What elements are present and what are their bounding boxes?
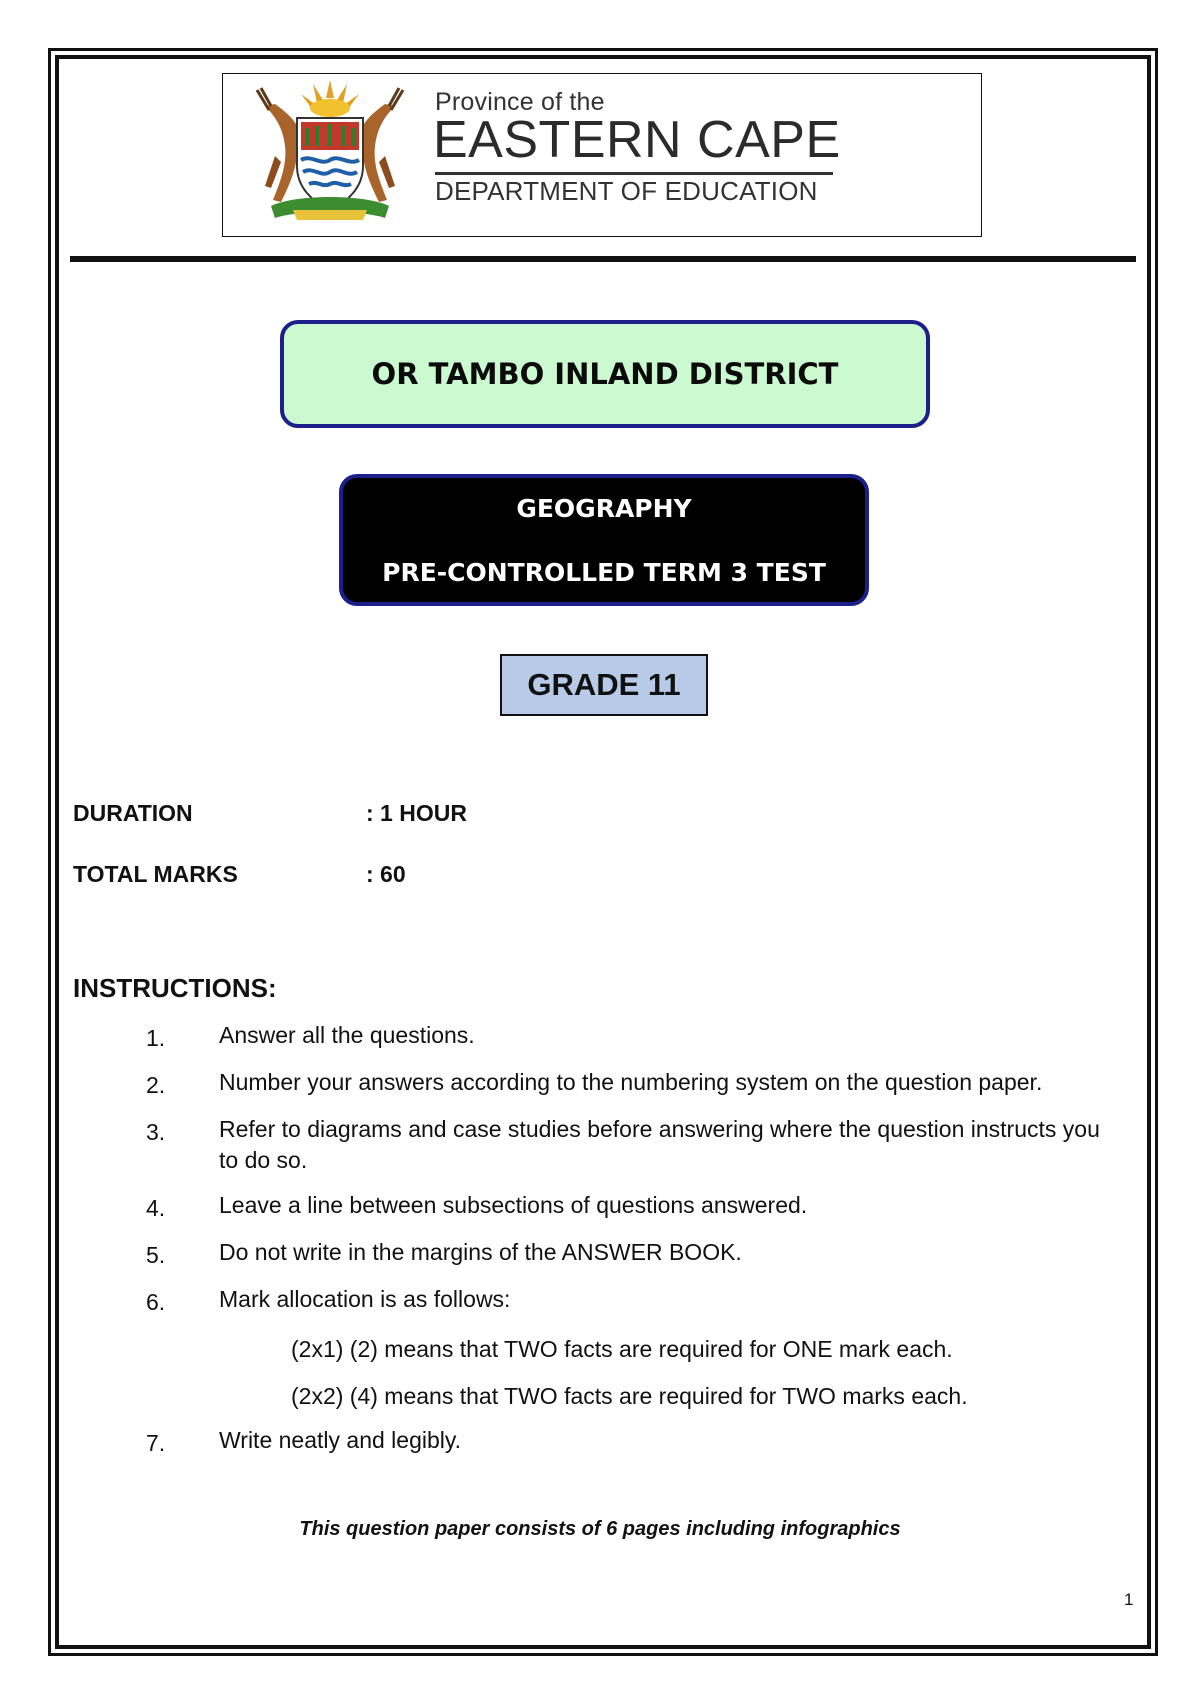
coat-of-arms-icon — [235, 76, 425, 224]
instruction-number: 5. — [146, 1242, 166, 1268]
grade-box: GRADE 11 — [500, 654, 708, 716]
page-number: 1 — [1124, 1590, 1134, 1609]
subject-name: GEOGRAPHY — [516, 494, 692, 523]
district-banner: OR TAMBO INLAND DISTRICT — [280, 320, 930, 428]
total-marks-value: : 60 — [366, 861, 406, 887]
instruction-text: Refer to diagrams and case studies before answering where the question instructs you to do so. — [219, 1116, 1100, 1173]
instruction-text: Write neatly and legibly. — [219, 1427, 462, 1453]
instruction-number: 3. — [146, 1119, 166, 1145]
instruction-text: Do not write in the margins of the ANSWER BOOK. — [219, 1239, 742, 1265]
instruction-text: Leave a line between subsections of questions answered. — [219, 1192, 808, 1218]
total-marks-label: TOTAL MARKS — [73, 861, 238, 887]
duration-value: : 1 HOUR — [366, 800, 467, 826]
province-name: EASTERN CAPE — [433, 111, 841, 169]
test-name: PRE-CONTROLLED TERM 3 TEST — [382, 558, 826, 587]
instruction-text: Answer all the questions. — [219, 1022, 475, 1048]
instruction-number: 2. — [146, 1072, 166, 1098]
header-rule — [70, 256, 1136, 262]
instruction-number: 1. — [146, 1025, 166, 1051]
instructions-heading: INSTRUCTIONS: — [73, 973, 277, 1003]
duration-label: DURATION — [73, 800, 193, 826]
mark-allocation-example: (2x2) (4) means that TWO facts are required for TWO marks each. — [291, 1383, 968, 1409]
instruction-number: 6. — [146, 1289, 166, 1315]
province-divider — [435, 172, 833, 175]
instruction-text: Mark allocation is as follows: — [219, 1286, 511, 1312]
subject-banner — [339, 474, 869, 606]
page-count-note: This question paper consists of 6 pages including infographics — [299, 1518, 901, 1540]
mark-allocation-example: (2x1) (2) means that TWO facts are required for ONE mark each. — [291, 1336, 953, 1362]
province-label: Province of the — [435, 88, 605, 116]
instruction-text: Number your answers according to the numbering system on the question paper. — [219, 1069, 1043, 1095]
instruction-number: 7. — [146, 1430, 166, 1456]
instruction-number: 4. — [146, 1195, 166, 1221]
department-header — [222, 73, 982, 237]
department-name: DEPARTMENT OF EDUCATION — [435, 176, 818, 206]
